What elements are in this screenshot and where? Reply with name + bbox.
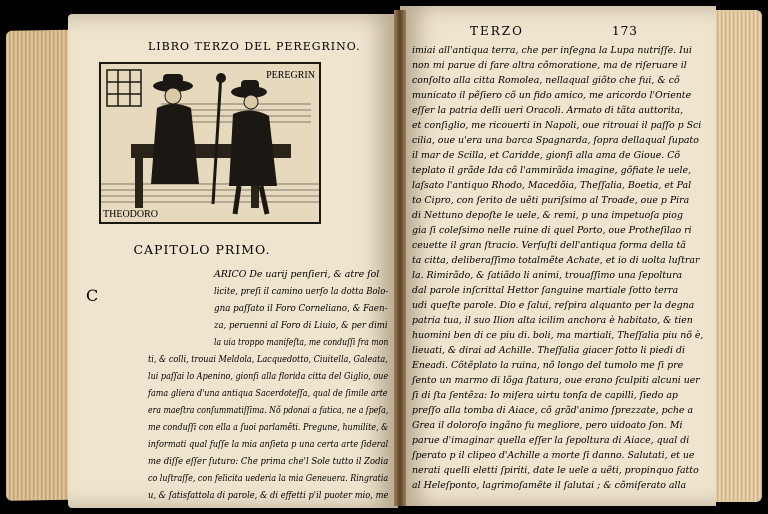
right-line: huomini ben di ce piu di. boli, ma martiali, Theſſalia piu nõ è, [412,330,704,341]
left-line: ti, & colli, trouai Meldola, Lacquedotto, Ciuitella, Galeata, [148,354,388,365]
right-line: teplato il grãde Ida cõ l'ammirãda imagine, gõfiate le uele, [412,165,692,176]
left-line: fama gliera d'una antiqua Sacerdoteſſa, qual de ſimile arte [148,388,388,399]
right-line: gia ſi coleſsimo nelle ruine di quel Porto, oue Protheſilao ri [412,225,692,236]
right-page-edges [710,10,762,502]
right-line: nerati quelli eletti ſpiriti, date le uele a uẽti, propinquo fatto [412,465,699,476]
left-line: me conduſſi con ella a ſuoi parlamẽti. Pregune, humilite, & [148,422,389,433]
right-line: al Heleſponto, lagrimoſamẽte il ſalutai ; & cõmiſerato alla [412,480,687,491]
left-line: za, peruenni al Foro di Liuio, & per dimi [214,320,388,331]
left-line: licite, preſi il camino uerſo la dotta Bolo- [214,286,389,297]
left-line: la uia troppo manifeſta, me conduſſi fra mon [214,337,389,348]
left-line: informati qual fuſſe la mia anſieta p una certa arte ſideral [148,439,389,450]
right-line: ta citta, deliberaſſimo totalmẽte Achate, et io di uolta luſtrar [412,255,700,266]
right-line: Eneadi. Cõtẽplato la ruina, nõ longo del tumolo me ſi pre [412,360,684,371]
page-number: 173 [612,24,638,38]
right-line: conſolto alla citta Romolea, nellaqual giõto che fui, & cõ [412,75,680,86]
right-line: et conſiglio, me ricouerti in Napoli, oue ritrouai il paſſo p Sci [412,120,702,131]
woodcut-label-peregrin: PEREGRIN [266,70,315,81]
right-line: non mi parue di fare altra cõmoratione, ma de riſeruare il [412,60,687,71]
left-line: u, & ſatisfattola di parole, & di effetti p'il puoter mio, me [148,490,389,501]
right-line: preſſo alla tomba di Aiace, cõ grãd'animo ſprezzate, pche a [412,405,694,416]
right-line: Grea il doloroſo ingãno fu megliore, pero uidoato ſon. Mi [412,420,683,431]
right-running-head: TERZO [470,24,524,38]
right-line: il mar de Scilla, et Caridde, gionſi alla ama de Gioue. Cõ [412,150,681,161]
woodcut-scene [101,64,319,222]
right-line: patria tua, il suo Ilion alta icilim anchora è habitato, & tien [412,315,693,326]
right-line: dal parole inſcrittal Hettor ſanguine martiale ſotto terra [412,285,679,296]
right-line: to Cipro, con ſerito de uẽti puriſsimo al Troade, oue p Pira [412,195,690,206]
book-gutter [394,10,406,506]
right-line: parue d'imaginar quella eſſer la ſepoltura di Aiace, qual di [412,435,690,446]
right-line: cilia, oue u'era una barca Spagnarda, ſopra dellaqual ſupato [412,135,699,146]
right-line: la. Rimirãdo, & ſatiãdo li animi, trouaſſimo una ſepoltura [412,270,683,281]
right-line: di Nettuno depoſte le uele, & remi, p una impetuoſa piog [412,210,683,221]
right-line: laſsato l'antiquo Rhodo, Macedõia, Theſſalia, Boetia, et Pal [412,180,692,191]
chapter-title: CAPITOLO PRIMO. [133,242,271,257]
left-line: me diſſe eſſer ſuturo: Che prima che'l Sole tutto il Zodia [148,456,389,467]
left-running-head: LIBRO TERZO DEL PEREGRINO. [148,40,361,53]
right-line: eſſer la patria delli ueri Oracoli. Armato di tãta auttorita, [412,105,684,116]
right-line: ſento un marmo di lõga ſtatura, oue erano ſculpiti alcuni uer [412,375,700,386]
right-line: ſi di ſta ſentẽza: Io miſera uirtu tonſa de capilli, ſiedo ap [412,390,678,401]
open-book [6,6,762,508]
left-line: ARICO De uarij penſieri, & atre ſol [214,269,380,280]
left-line: gna paſſato il Foro Corneliano, & Faen- [214,303,388,314]
drop-cap: C [86,286,99,305]
right-line: imiai all'antiqua terra, che per inſegna la Lupa nutriſſe. Iui [412,45,692,56]
right-line: ſperato p il clipeo d'Achille a morte ſi danno. Salutati, et ue [412,450,695,461]
right-line: udi queſte parole. Dio e ſalui, reſpira alquanto per la degna [412,300,695,311]
woodcut-illustration [99,62,321,224]
right-line: municato il pẽſiero cõ un fido amico, me aricordo l'Oriente [412,90,692,101]
right-line: ceuette il gran ſtracio. Verſuſti dell'antiqua forma della tã [412,240,686,251]
right-line: lieuati, & dirai ad Achille. Theſſalia giacer ſotto li piedi di [412,345,685,356]
woodcut-label-theodoro: THEODORO [103,209,158,220]
left-line: lui paſſai lo Apenino, gionſi alla florida citta del Giglio, oue [148,371,389,382]
left-line: era maeſtra conſummatiſſima. Nõ pdonai a fatica, ne a ſpeſa, [148,405,389,416]
left-line: co luſtraſſe, con felicita uederia la mia Geneuera. Ringratia [148,473,389,484]
